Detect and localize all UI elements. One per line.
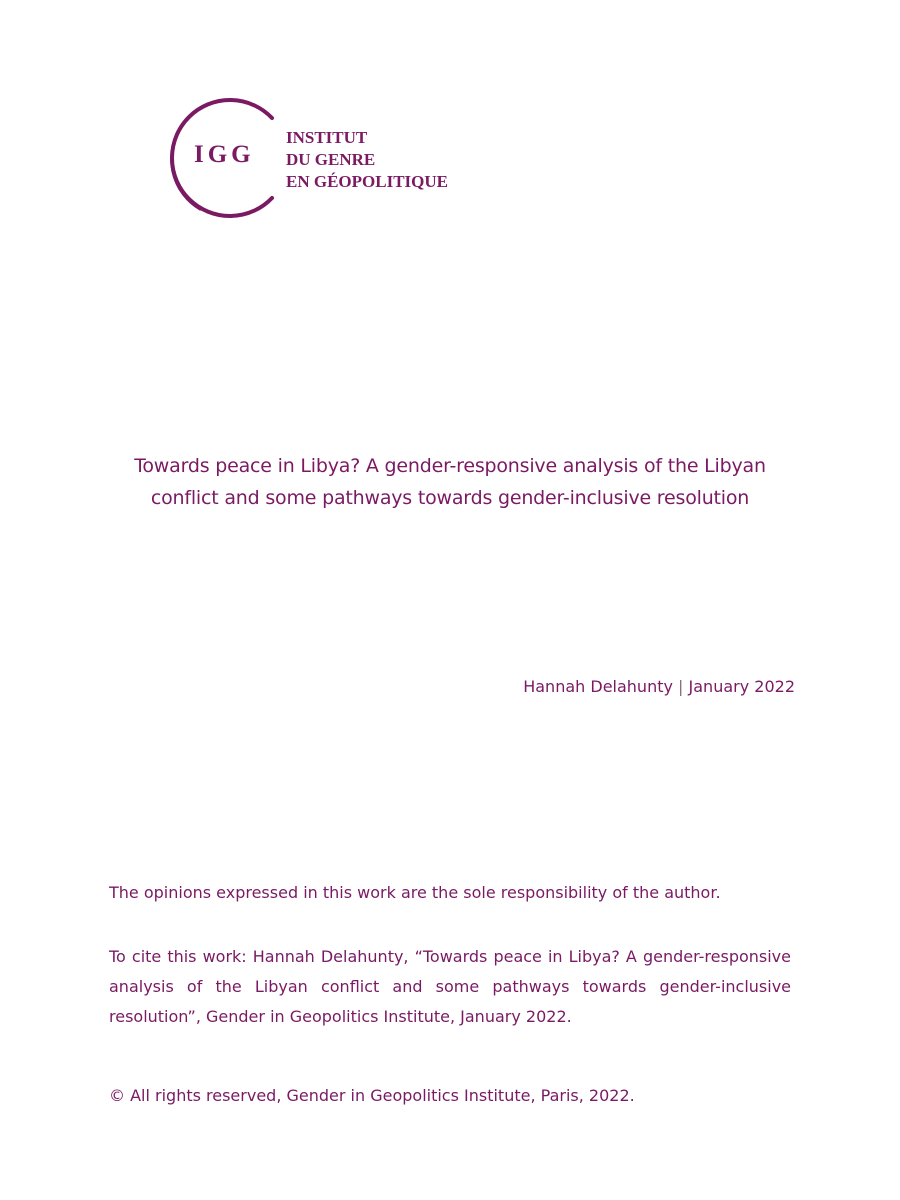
logo-name-line-2: DU GENRE bbox=[286, 150, 376, 169]
logo-name-line-3: EN GÉOPOLITIQUE bbox=[286, 172, 449, 191]
document-title: Towards peace in Libya? A gender-responsive analysis of the Libyan conflict and some pathways towards gender-inclusive resolution bbox=[134, 455, 766, 509]
byline-separator: | bbox=[678, 677, 684, 696]
logo-abbreviation: IGG bbox=[194, 141, 255, 168]
byline bbox=[523, 676, 795, 698]
logo-institute-name bbox=[286, 127, 448, 193]
logo-name-line-1: INSTITUT bbox=[286, 128, 368, 147]
institute-logo bbox=[160, 96, 480, 220]
publication-date: January 2022 bbox=[688, 677, 795, 696]
citation-text: To cite this work: Hannah Delahunty, “Towards peace in Libya? A gender-responsive analysis of the Libyan conflict and some pathways towards gender-inclusive resolution”, Gender in Geopolitics Institute, January 2022. bbox=[109, 947, 791, 1026]
disclaimer-text: The opinions expressed in this work are the sole responsibility of the author. bbox=[109, 883, 721, 902]
author-name: Hannah Delahunty bbox=[523, 677, 673, 696]
copyright-notice: © All rights reserved, Gender in Geopolitics Institute, Paris, 2022. bbox=[109, 1086, 635, 1105]
